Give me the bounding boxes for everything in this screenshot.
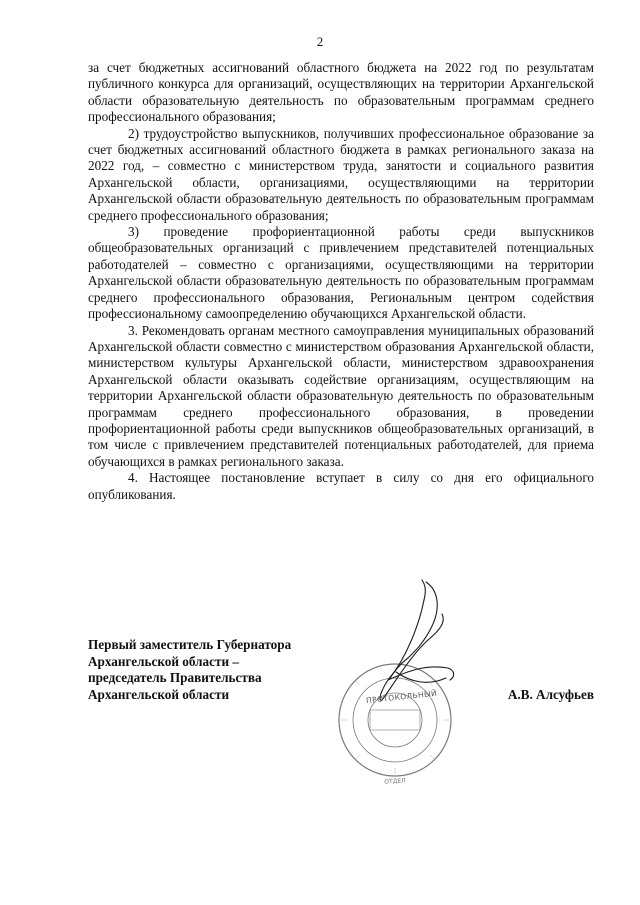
- paragraph-item-3: 3) проведение профориентационной работы среди выпускников общеобразовательных организаций с привлечением представителей потенциальных работодателей – совместно с организациями, осуществляющими на территории Архангельской области образовательную деятельность по образовательным программам среднего профессионального образования, Региональным центром содействия профессиональному самоопределению обучающихся Архангельской области.: [88, 224, 594, 322]
- signatory-title: [88, 637, 291, 703]
- signatory-name: А.В. Алсуфьев: [507, 687, 594, 702]
- stamp-center-text: ПРОТОКОЛЬНЫЙ: [365, 688, 438, 706]
- paragraph-item-2: 2) трудоустройство выпускников, получивших профессиональное образование за счет бюджетных ассигнований областного бюджета в рамках регионального заказа на 2022 год, – совместно с министерством труда, занятости и социального развития Архангельской области, организациями, осуществляющими на территории Архангельской области образовательную деятельность по образовательным программам среднего профессионального образования;: [88, 125, 594, 223]
- stamp-bottom-text: ОТДЕЛ: [384, 777, 406, 786]
- document-body: [88, 60, 594, 503]
- paragraph-continuation: за счет бюджетных ассигнований областного бюджета на 2022 год по результатам публичного конкурса для организаций, осуществляющих на территории Архангельской области образовательную деятельность по образовательным программам среднего профессионального образования;: [88, 60, 594, 125]
- signatory-title-line: Первый заместитель Губернатора: [88, 637, 292, 652]
- page-number: 2: [316, 34, 324, 49]
- paragraph-clause-4: 4. Настоящее постановление вступает в силу со дня его официального опубликования.: [88, 470, 594, 502]
- signatory-title-line: Архангельской области: [88, 686, 230, 702]
- handwritten-signature: [380, 580, 454, 700]
- signatory-title-line: Архангельской области –: [88, 653, 239, 669]
- paragraph-clause-3: 3. Рекомендовать органам местного самоуправления муниципальных образований Архангельской области совместно с министерством образования Архангельской области, министерством культуры Архангельской области, министерством здравоохранения Архангельской области оказывать содействие организациям, осуществляющим на территории Архангельской области образовательную деятельность по образовательным программам среднего профессионального образования, в проведении профориентационной работы среди выпускников общеобразовательных организаций, в том числе с привлечением представителей потенциальных работодателей, для приема обучающихся в рамках регионального заказа.: [88, 322, 594, 469]
- signatory-title-line: председатель Правительства: [88, 670, 262, 685]
